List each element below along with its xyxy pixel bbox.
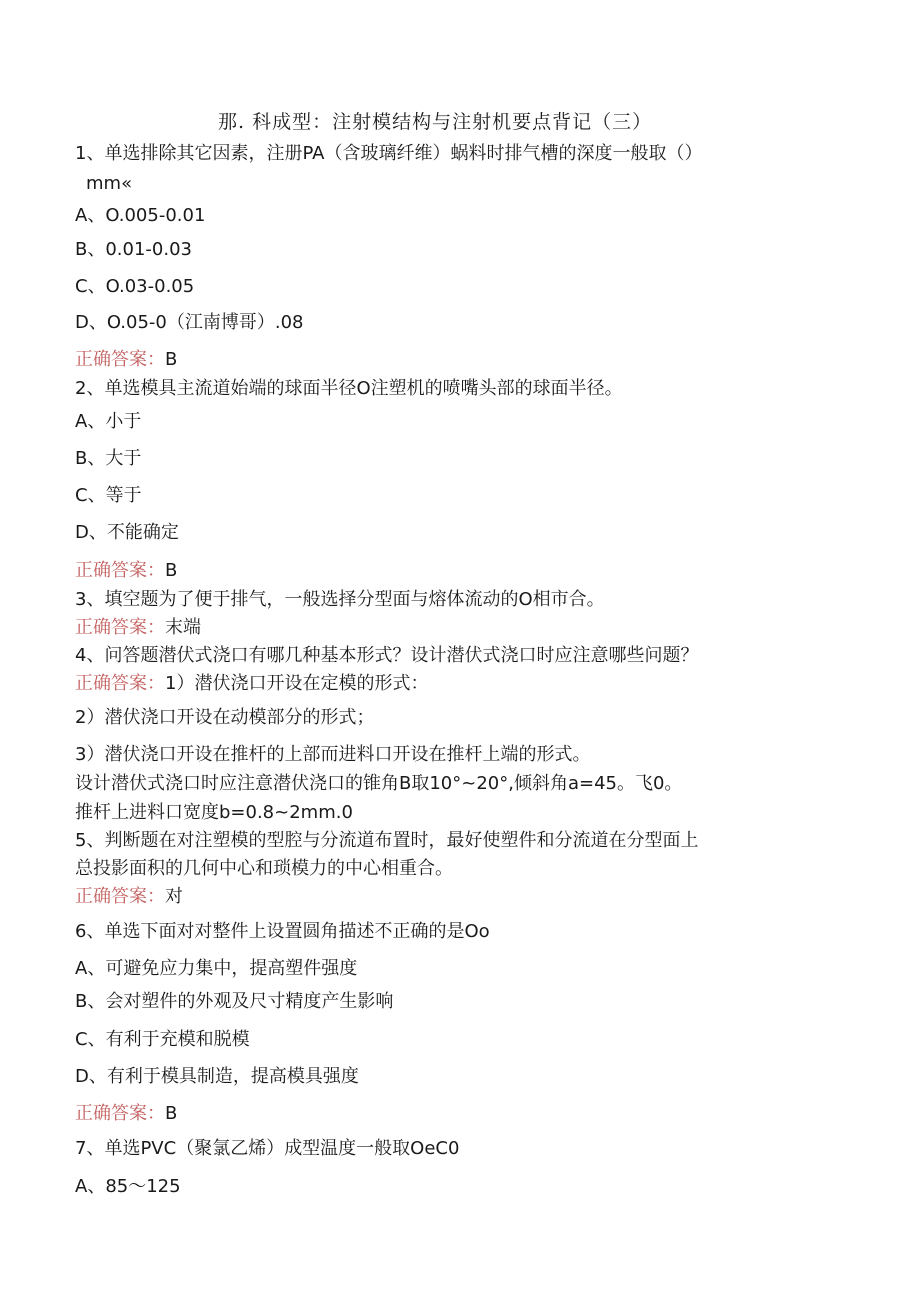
question-5-answer bbox=[75, 885, 183, 909]
question-4-answer-line-3: 3）潜伏浇口开设在推杆的上部而进料口开设在推杆上端的形式。 bbox=[75, 744, 591, 765]
question-4-answer-line-4: 设计潜伏式浇口时应注意潜伏浇口的锥角B取10°~20°,倾斜角a=45。飞0。 bbox=[75, 773, 683, 794]
question-6-answer bbox=[75, 1102, 177, 1126]
question-2-text: 2、单选模具主流道始端的球面半径O注塑机的喷嘴头部的球面半径。 bbox=[75, 378, 623, 399]
answer-value: B bbox=[165, 1103, 178, 1124]
answer-label: 正确答案： bbox=[75, 560, 165, 581]
question-2-option-b: B、大于 bbox=[75, 448, 142, 469]
question-7-option-a: A、85～125 bbox=[75, 1176, 181, 1197]
answer-value: 1）潜伏浇口开设在定模的形式： bbox=[165, 673, 429, 694]
question-2-option-c: C、等于 bbox=[75, 485, 142, 506]
question-1-option-b: B、0.01-0.03 bbox=[75, 239, 192, 260]
question-4-text: 4、问答题潜伏式浇口有哪几种基本形式？设计潜伏式浇口时应注意哪些问题？ bbox=[75, 645, 699, 666]
question-1-text-cont: mm« bbox=[86, 173, 133, 194]
question-6-option-c: C、有利于充模和脱模 bbox=[75, 1029, 250, 1050]
question-3-answer bbox=[75, 616, 201, 640]
page-title: 那. 科成型：注射模结构与注射机要点背记（三） bbox=[218, 111, 653, 133]
answer-value: 末端 bbox=[165, 617, 201, 638]
answer-value: B bbox=[165, 349, 178, 370]
answer-value: B bbox=[165, 560, 178, 581]
answer-label: 正确答案： bbox=[75, 349, 165, 370]
question-6-text: 6、单选下面对对整件上设置圆角描述不正确的是Oo bbox=[75, 921, 490, 942]
question-2-option-a: A、小于 bbox=[75, 411, 142, 432]
answer-value: 对 bbox=[165, 886, 183, 907]
question-2-option-d: D、不能确定 bbox=[75, 522, 179, 543]
question-6-option-a: A、可避免应力集中，提高塑件强度 bbox=[75, 958, 358, 979]
question-5-text-cont: 总投影面积的几何中心和琐模力的中心相重合。 bbox=[75, 858, 453, 879]
question-5-text: 5、判断题在对注塑模的型腔与分流道布置时，最好使塑件和分流道在分型面上 bbox=[75, 830, 699, 851]
question-1-option-a: A、O.005-0.01 bbox=[75, 205, 206, 226]
question-7-text: 7、单选PVC（聚氯乙烯）成型温度一般取OeC0 bbox=[75, 1138, 460, 1159]
question-2-answer bbox=[75, 559, 177, 583]
question-1-text: 1、单选排除其它因素，注册PA（含玻璃纤维）蜗料时排气槽的深度一般取（） bbox=[75, 143, 703, 164]
answer-label: 正确答案： bbox=[75, 673, 165, 694]
question-6-option-b: B、会对塑件的外观及尺寸精度产生影响 bbox=[75, 991, 394, 1012]
question-1-option-d: D、O.05-0（江南博哥）.08 bbox=[75, 312, 304, 333]
answer-label: 正确答案： bbox=[75, 1103, 165, 1124]
question-4-answer bbox=[75, 672, 428, 696]
answer-label: 正确答案： bbox=[75, 886, 165, 907]
question-3-text: 3、填空题为了便于排气，一般选择分型面与熔体流动的O相市合。 bbox=[75, 589, 605, 610]
question-4-answer-line-5: 推杆上进料口宽度b=0.8~2mm.0 bbox=[75, 802, 353, 823]
question-6-option-d: D、有利于模具制造，提高模具强度 bbox=[75, 1066, 359, 1087]
question-1-answer bbox=[75, 348, 177, 372]
answer-label: 正确答案： bbox=[75, 617, 165, 638]
question-1-option-c: C、O.03-0.05 bbox=[75, 276, 195, 297]
question-4-answer-line-2: 2）潜伏浇口开设在动模部分的形式； bbox=[75, 707, 375, 728]
